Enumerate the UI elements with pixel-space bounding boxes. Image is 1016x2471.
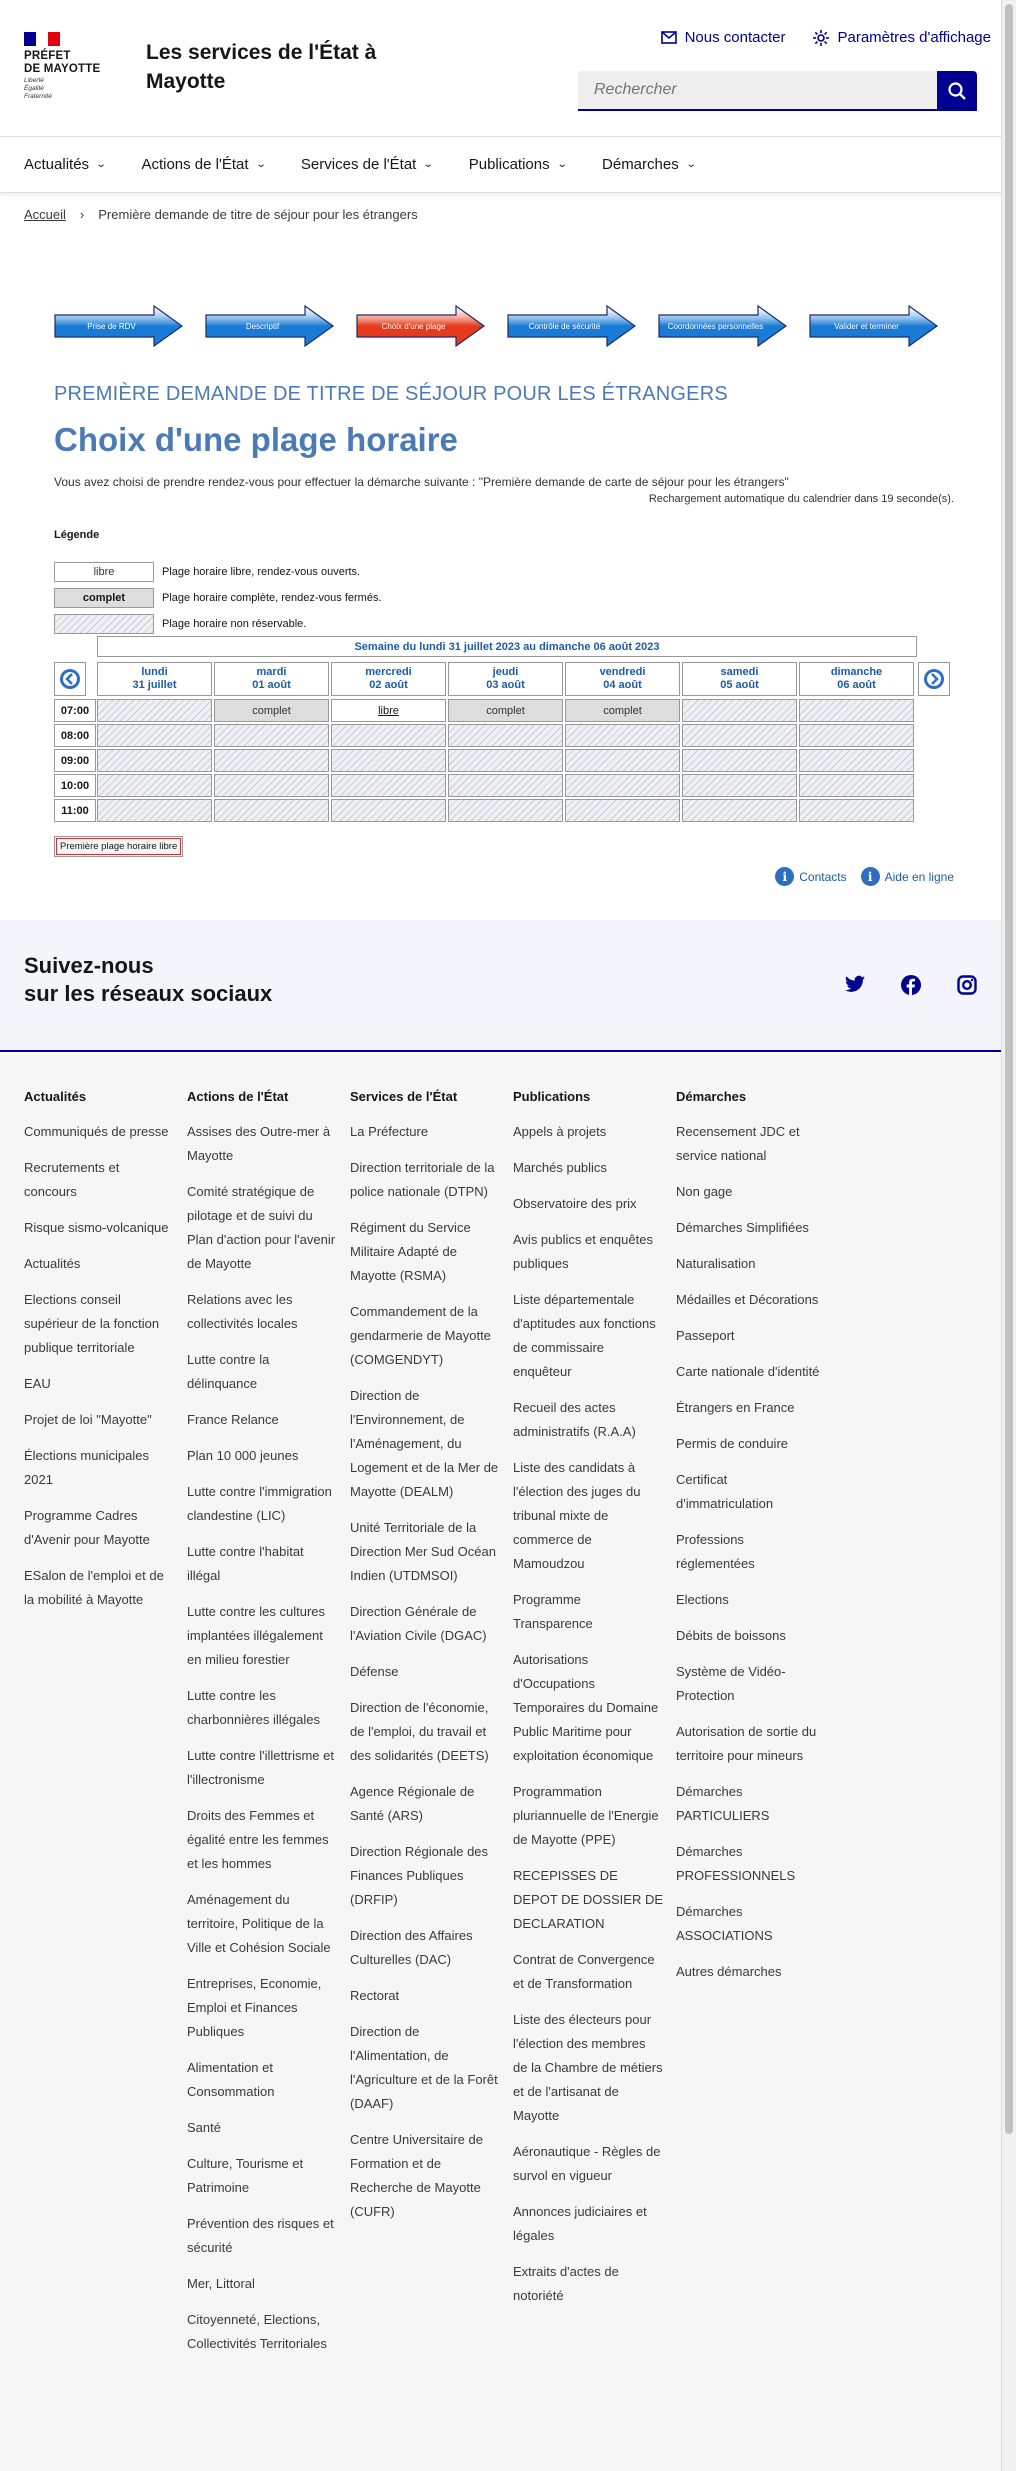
footer-link[interactable]: Démarches Simplifiées [676, 1220, 809, 1235]
progress-steps [54, 305, 939, 347]
footer-link[interactable]: Lutte contre l'habitat illégal [187, 1544, 304, 1583]
chevron-down-icon: ⌄ [95, 159, 107, 170]
footer-link[interactable]: Lutte contre la délinquance [187, 1352, 270, 1391]
footer-link[interactable]: Autorisations d'Occupations Temporaires du Domaine Public Maritime pour exploitation économique [513, 1652, 659, 1763]
footer-link-list [187, 1120, 337, 2356]
footer-column-title: Démarches [676, 1089, 747, 1104]
step-1 [54, 305, 184, 347]
footer-link[interactable]: Direction de l'Environnement, de l'Aménagement, du Logement et de la Mer de Mayotte (DEALM) [350, 1388, 499, 1499]
logo-motto [24, 77, 52, 101]
footer-link[interactable]: Annonces judiciaires et légales [513, 2204, 647, 2243]
search-icon [947, 81, 967, 101]
day-name: mercredi [365, 666, 412, 678]
footer-link[interactable]: Plan 10 000 jeunes [187, 1448, 299, 1463]
scrollbar-thumb[interactable] [1005, 4, 1013, 2134]
footer-link-list [513, 1120, 663, 2308]
footer-link[interactable]: Programme Cadres d'Avenir pour Mayotte [24, 1508, 150, 1547]
footer-link[interactable]: Mer, Littoral [187, 2276, 255, 2291]
footer-link[interactable]: Aménagement du territoire, Politique de la Ville et Cohésion Sociale [187, 1892, 331, 1955]
page-subtitle: PREMIÈRE DEMANDE DE TITRE DE SÉJOUR POUR LES ÉTRANGERS [54, 383, 728, 405]
main-nav [0, 137, 1001, 193]
slot-unavailable [565, 749, 680, 772]
footer-link[interactable]: Étrangers en France [676, 1400, 795, 1415]
footer-link[interactable]: Elections [676, 1592, 729, 1607]
contact-label: Nous contacter [684, 29, 786, 46]
footer-link[interactable]: Comité stratégique de pilotage et de suivi du Plan d'action pour l'avenir de Mayotte [187, 1184, 336, 1271]
slot-unavailable [448, 724, 563, 747]
footer-link[interactable]: Certificat d'immatriculation [676, 1472, 774, 1511]
footer-link[interactable]: Professions réglementées [676, 1532, 755, 1571]
footer-column-title: Actions de l'État [187, 1089, 289, 1104]
footer-link-list [676, 1120, 826, 1984]
footer-link[interactable]: Liste des candidats à l'élection des juges du tribunal mixte de commerce de Mamoudzou [513, 1460, 641, 1571]
day-date: 01 août [252, 679, 291, 691]
day-date: 31 juillet [132, 679, 177, 691]
day-date: 06 août [837, 679, 876, 691]
legend [54, 561, 382, 639]
footer-link[interactable]: Aéronautique - Règles de survol en vigueur [513, 2144, 661, 2183]
sun-icon [813, 30, 829, 46]
footer-link[interactable]: Lutte contre les charbonnières illégales [187, 1688, 320, 1727]
footer-column [676, 1086, 826, 1996]
instagram-icon[interactable] [957, 975, 977, 995]
footer-link[interactable]: Liste départementale d'aptitudes aux fonctions de commissaire enquêteur [513, 1292, 656, 1379]
footer-link-list [24, 1120, 174, 1612]
slot-unavailable [214, 799, 329, 822]
footer-link[interactable]: Direction Générale de l'Aviation Civile (DGAC) [350, 1604, 487, 1643]
reload-notice: Rechargement automatique du calendrier dans 19 seconde(s). [648, 493, 954, 505]
slot-unavailable [682, 724, 797, 747]
legend-row-free [54, 561, 382, 582]
footer-column-title: Actualités [24, 1089, 87, 1104]
footer-link[interactable]: France Relance [187, 1412, 279, 1427]
step-label: Choix d'une plage [381, 321, 446, 331]
footer-link[interactable]: Unité Territoriale de la Direction Mer Sud Océan Indien (UTDMSOI) [350, 1520, 496, 1583]
footer-link[interactable]: Appels à projets [513, 1124, 607, 1139]
footer-link[interactable]: Culture, Tourisme et Patrimoine [187, 2156, 304, 2195]
step-4 [507, 305, 637, 347]
contact-link[interactable] [661, 29, 786, 46]
nav-publications[interactable] [469, 156, 602, 173]
slot-unavailable [97, 799, 212, 822]
day-name: mardi [256, 666, 287, 678]
chevron-down-icon: ⌄ [556, 159, 568, 170]
search-button[interactable] [937, 71, 977, 111]
contacts-label: Contacts [799, 869, 847, 884]
slot-unavailable [214, 774, 329, 797]
info-icon: i [775, 867, 794, 886]
footer-link[interactable]: Assises des Outre-mer à Mayotte [187, 1124, 331, 1163]
footer-link-list [350, 1120, 500, 2224]
day-date: 05 août [720, 679, 759, 691]
slot-unavailable [97, 774, 212, 797]
footer-link[interactable]: RECEPISSES DE DEPOT DE DOSSIER DE DECLARATION [513, 1868, 664, 1931]
footer-link[interactable]: Naturalisation [676, 1256, 756, 1271]
nav-label: Actions de l'État [141, 156, 249, 173]
previous-week-button[interactable] [54, 662, 86, 696]
display-settings-label: Paramètres d'affichage [837, 29, 991, 46]
search-bar [578, 71, 977, 111]
footer-link[interactable]: Permis de conduire [676, 1436, 788, 1451]
day-header-jeudi [448, 662, 563, 696]
slot-unavailable [682, 699, 797, 722]
nav-demarches[interactable] [602, 156, 731, 173]
day-name: lundi [141, 666, 168, 678]
footer-link[interactable]: Communiqués de presse [24, 1124, 169, 1139]
step-6 [809, 305, 939, 347]
social-title-line-1: Suivez-nous [24, 953, 154, 978]
footer-link[interactable]: Relations avec les collectivités locales [187, 1292, 298, 1331]
mail-icon [661, 31, 677, 44]
slot-free[interactable]: libre [331, 699, 446, 722]
social-title [24, 952, 272, 1008]
arrow-right-icon [923, 668, 945, 690]
slot-unavailable [799, 749, 914, 772]
footer-link[interactable]: Direction de l'Alimentation, de l'Agriculture et de la Forêt (DAAF) [350, 2024, 498, 2111]
footer-link[interactable]: Non gage [676, 1184, 733, 1199]
page-title: Choix d'une plage horaire [54, 421, 458, 458]
footer-link[interactable]: Risque sismo-volcanique [24, 1220, 169, 1235]
footer-link[interactable]: Direction des Affaires Culturelles (DAC) [350, 1928, 473, 1967]
motto-liberte: Liberté [24, 77, 44, 84]
header-tools [661, 29, 991, 46]
display-settings-link[interactable] [813, 29, 991, 46]
day-name: dimanche [830, 666, 883, 678]
footer-link[interactable]: Extraits d'actes de notoriété [513, 2264, 619, 2303]
footer-link[interactable]: Entreprises, Economie, Emploi et Finances Publiques [187, 1976, 322, 2039]
slot-unavailable [682, 749, 797, 772]
slot-unavailable [682, 774, 797, 797]
footer-link[interactable]: Recrutements et concours [24, 1160, 120, 1199]
nav-actions-etat[interactable] [141, 156, 300, 173]
chevron-right-icon: › [79, 207, 85, 222]
week-title: Semaine du lundi 31 juillet 2023 au dimanche 06 août 2023 [97, 636, 917, 657]
footer-link[interactable]: Autres démarches [676, 1964, 782, 1979]
day-header-vendredi [565, 662, 680, 696]
chevron-down-icon: ⌄ [685, 159, 697, 170]
footer-link[interactable]: Rectorat [350, 1988, 400, 2003]
nav-label: Démarches [602, 156, 679, 173]
motto-egalite: Égalité [24, 85, 44, 92]
logo-line-2: DE MAYOTTE [24, 63, 101, 75]
social-icons [845, 975, 977, 995]
help-links [775, 867, 954, 886]
day-date: 02 août [369, 679, 408, 691]
footer-link[interactable]: Programmation pluriannuelle de l'Energie de Mayotte (PPE) [513, 1784, 659, 1847]
hour-label: 10:00 [54, 774, 96, 797]
legend-row-unavailable [54, 613, 382, 634]
motto-fraternite: Fraternité [24, 93, 52, 100]
legend-free-box: libre [54, 562, 154, 582]
nav-label: Actualités [24, 156, 90, 173]
footer-link[interactable]: Projet de loi "Mayotte" [24, 1412, 152, 1427]
step-2 [205, 305, 335, 347]
slot-unavailable [331, 749, 446, 772]
slot-unavailable [448, 749, 563, 772]
legend-row-full [54, 587, 382, 608]
hour-label: 09:00 [54, 749, 96, 772]
footer-column-title: Publications [513, 1089, 591, 1104]
footer-link[interactable]: Citoyenneté, Elections, Collectivités Territoriales [187, 2312, 327, 2351]
slot-unavailable [331, 799, 446, 822]
slot-full: complet [448, 699, 563, 722]
breadcrumb-home[interactable]: Accueil [24, 207, 66, 222]
slot-unavailable [448, 774, 563, 797]
footer-link[interactable]: Recueil des actes administratifs (R.A.A) [513, 1400, 636, 1439]
slot-unavailable [97, 749, 212, 772]
footer-link[interactable]: Défense [350, 1664, 399, 1679]
footer-column [24, 1086, 174, 1624]
footer-link[interactable]: Commandement de la gendarmerie de Mayotte (COMGENDYT) [350, 1304, 491, 1367]
slot-unavailable [799, 724, 914, 747]
arrow-left-icon [59, 668, 81, 690]
footer-link[interactable]: Médailles et Décorations [676, 1292, 819, 1307]
legend-unavailable-text: Plage horaire non réservable. [162, 617, 307, 630]
facebook-icon[interactable] [901, 975, 921, 995]
hour-label: 11:00 [54, 799, 96, 822]
slot-full: complet [214, 699, 329, 722]
day-header-dimanche [799, 662, 914, 696]
footer-link[interactable]: Santé [187, 2120, 221, 2135]
footer-link[interactable]: Lutte contre l'immigration clandestine (LIC) [187, 1484, 332, 1523]
slot-unavailable [331, 774, 446, 797]
legend-free-text: Plage horaire libre, rendez-vous ouverts. [162, 565, 361, 578]
chevron-down-icon: ⌄ [423, 159, 434, 170]
footer-link[interactable]: Direction Régionale des Finances Publiques (DRFIP) [350, 1844, 489, 1907]
footer-link[interactable]: Marchés publics [513, 1160, 607, 1175]
footer-link[interactable]: Agence Régionale de Santé (ARS) [350, 1784, 475, 1823]
footer-link[interactable]: Programme Transparence [513, 1592, 593, 1631]
online-help-link[interactable] [861, 867, 954, 886]
slot-unavailable [448, 799, 563, 822]
footer-link[interactable]: La Préfecture [350, 1124, 429, 1139]
footer-link[interactable]: Liste des électeurs pour l'élection des membres de la Chambre de métiers et de l'artisanat de Mayotte [513, 2012, 663, 2123]
legend-title: Légende [54, 529, 100, 541]
hour-label: 07:00 [54, 699, 96, 722]
footer-link[interactable]: Contrat de Convergence et de Transformation [513, 1952, 655, 1991]
slot-unavailable [214, 724, 329, 747]
contacts-link[interactable] [775, 867, 846, 886]
logo-line-1: PRÉFET [24, 50, 71, 62]
search-input[interactable] [578, 71, 937, 111]
footer-link[interactable]: ESalon de l'emploi et de la mobilité à Mayotte [24, 1568, 164, 1607]
footer-column [350, 1086, 500, 2236]
footer-link[interactable]: Centre Universitaire de Formation et de Recherche de Mayotte (CUFR) [350, 2132, 483, 2219]
slot-unavailable [565, 774, 680, 797]
legend-unavailable-box [54, 614, 154, 634]
footer-link[interactable]: Lutte contre les cultures implantées illégalement en milieu forestier [187, 1604, 326, 1667]
step-label: Contrôle de sécurité [528, 321, 601, 331]
footer-link[interactable]: Autorisation de sortie du territoire pour mineurs [676, 1724, 817, 1763]
site-header [0, 0, 1001, 137]
slot-unavailable [799, 799, 914, 822]
footer-column [187, 1086, 337, 2368]
day-header-mardi [214, 662, 329, 696]
breadcrumb-current: Première demande de titre de séjour pour les étrangers [98, 207, 418, 222]
first-free-slot-button[interactable]: Première plage horaire libre [54, 836, 183, 857]
intro-text: Vous avez choisi de prendre rendez-vous pour effectuer la démarche suivante : "Première demande de carte de séjour pour les étrangers" [54, 475, 789, 489]
slot-unavailable [97, 724, 212, 747]
footer-link[interactable]: Direction de l'économie, de l'emploi, du travail et des solidarités (DEETS) [350, 1700, 489, 1763]
day-header-mercredi [331, 662, 446, 696]
footer-link[interactable]: Passeport [676, 1328, 735, 1343]
footer-column [513, 1086, 663, 2320]
scrollbar[interactable] [1001, 0, 1016, 2471]
slot-unavailable [214, 749, 329, 772]
nav-label: Publications [468, 156, 550, 173]
footer-link[interactable]: Carte nationale d'identité [676, 1364, 820, 1379]
slot-unavailable [565, 799, 680, 822]
nav-actualites[interactable] [24, 156, 141, 173]
prefet-logo[interactable] [24, 50, 100, 76]
slot-unavailable [799, 774, 914, 797]
slot-unavailable [799, 699, 914, 722]
slot-unavailable [682, 799, 797, 822]
next-week-button[interactable] [918, 662, 950, 696]
legend-full-box: complet [54, 588, 154, 608]
day-date: 03 août [486, 679, 525, 691]
footer-link[interactable]: Démarches PROFESSIONNELS [676, 1844, 796, 1883]
footer-link[interactable]: Direction territoriale de la police nationale (DTPN) [350, 1160, 495, 1199]
footer-link[interactable]: Démarches PARTICULIERS [676, 1784, 770, 1823]
footer-link[interactable]: Lutte contre l'illettrisme et l'illectronisme [187, 1748, 334, 1787]
day-name: vendredi [599, 666, 646, 678]
breadcrumb [24, 207, 418, 222]
step-5 [658, 305, 788, 347]
day-date: 04 août [603, 679, 642, 691]
slot-unavailable [331, 724, 446, 747]
step-label: Valider et terminer [834, 321, 899, 331]
footer-column-title: Services de l'État [350, 1089, 458, 1104]
hour-label: 08:00 [54, 724, 96, 747]
social-section [0, 920, 1001, 1052]
step-label: Prise de RDV [87, 321, 136, 331]
slot-unavailable [565, 724, 680, 747]
twitter-icon[interactable] [845, 975, 865, 993]
online-help-label: Aide en ligne [884, 869, 954, 884]
footer-link[interactable]: Actualités [24, 1256, 81, 1271]
footer-link[interactable]: Recensement JDC et service national [676, 1124, 800, 1163]
day-name: samedi [720, 666, 759, 678]
footer-link[interactable]: Système de Vidéo-Protection [676, 1664, 786, 1703]
day-header-lundi [97, 662, 212, 696]
day-name: jeudi [492, 666, 519, 678]
footer-link[interactable]: Démarches ASSOCIATIONS [676, 1904, 773, 1943]
footer-link[interactable]: Elections conseil supérieur de la fonction publique territoriale [24, 1292, 160, 1355]
step-label: Coordonnées personnelles [667, 321, 764, 331]
day-header-samedi [682, 662, 797, 696]
chevron-down-icon: ⌄ [255, 159, 267, 170]
footer-link[interactable]: Droits des Femmes et égalité entre les femmes et les hommes [187, 1808, 329, 1871]
step-3 [356, 305, 486, 347]
social-title-line-2: sur les réseaux sociaux [24, 981, 273, 1006]
footer-link[interactable]: Prévention des risques et sécurité [187, 2216, 334, 2255]
site-title[interactable]: Les services de l'État à Mayotte [146, 41, 377, 93]
footer-link[interactable]: Débits de boissons [676, 1628, 786, 1643]
marianne-flag-icon [24, 32, 60, 46]
footer-link[interactable]: Avis publics et enquêtes publiques [513, 1232, 653, 1271]
nav-services-etat[interactable] [301, 156, 469, 173]
footer-link[interactable]: Alimentation et Consommation [187, 2060, 275, 2099]
footer [0, 1054, 1001, 2471]
legend-full-text: Plage horaire complète, rendez-vous fermés. [162, 591, 382, 604]
footer-link[interactable]: Élections municipales 2021 [24, 1448, 150, 1487]
footer-link[interactable]: EAU [24, 1376, 51, 1391]
slot-full: complet [565, 699, 680, 722]
footer-link[interactable]: Observatoire des prix [513, 1196, 637, 1211]
nav-label: Services de l'État [300, 156, 417, 173]
info-icon: i [861, 867, 880, 886]
footer-link[interactable]: Régiment du Service Militaire Adapté de Mayotte (RSMA) [350, 1220, 471, 1283]
step-label: Descriptif [245, 321, 280, 331]
slot-unavailable [97, 699, 212, 722]
